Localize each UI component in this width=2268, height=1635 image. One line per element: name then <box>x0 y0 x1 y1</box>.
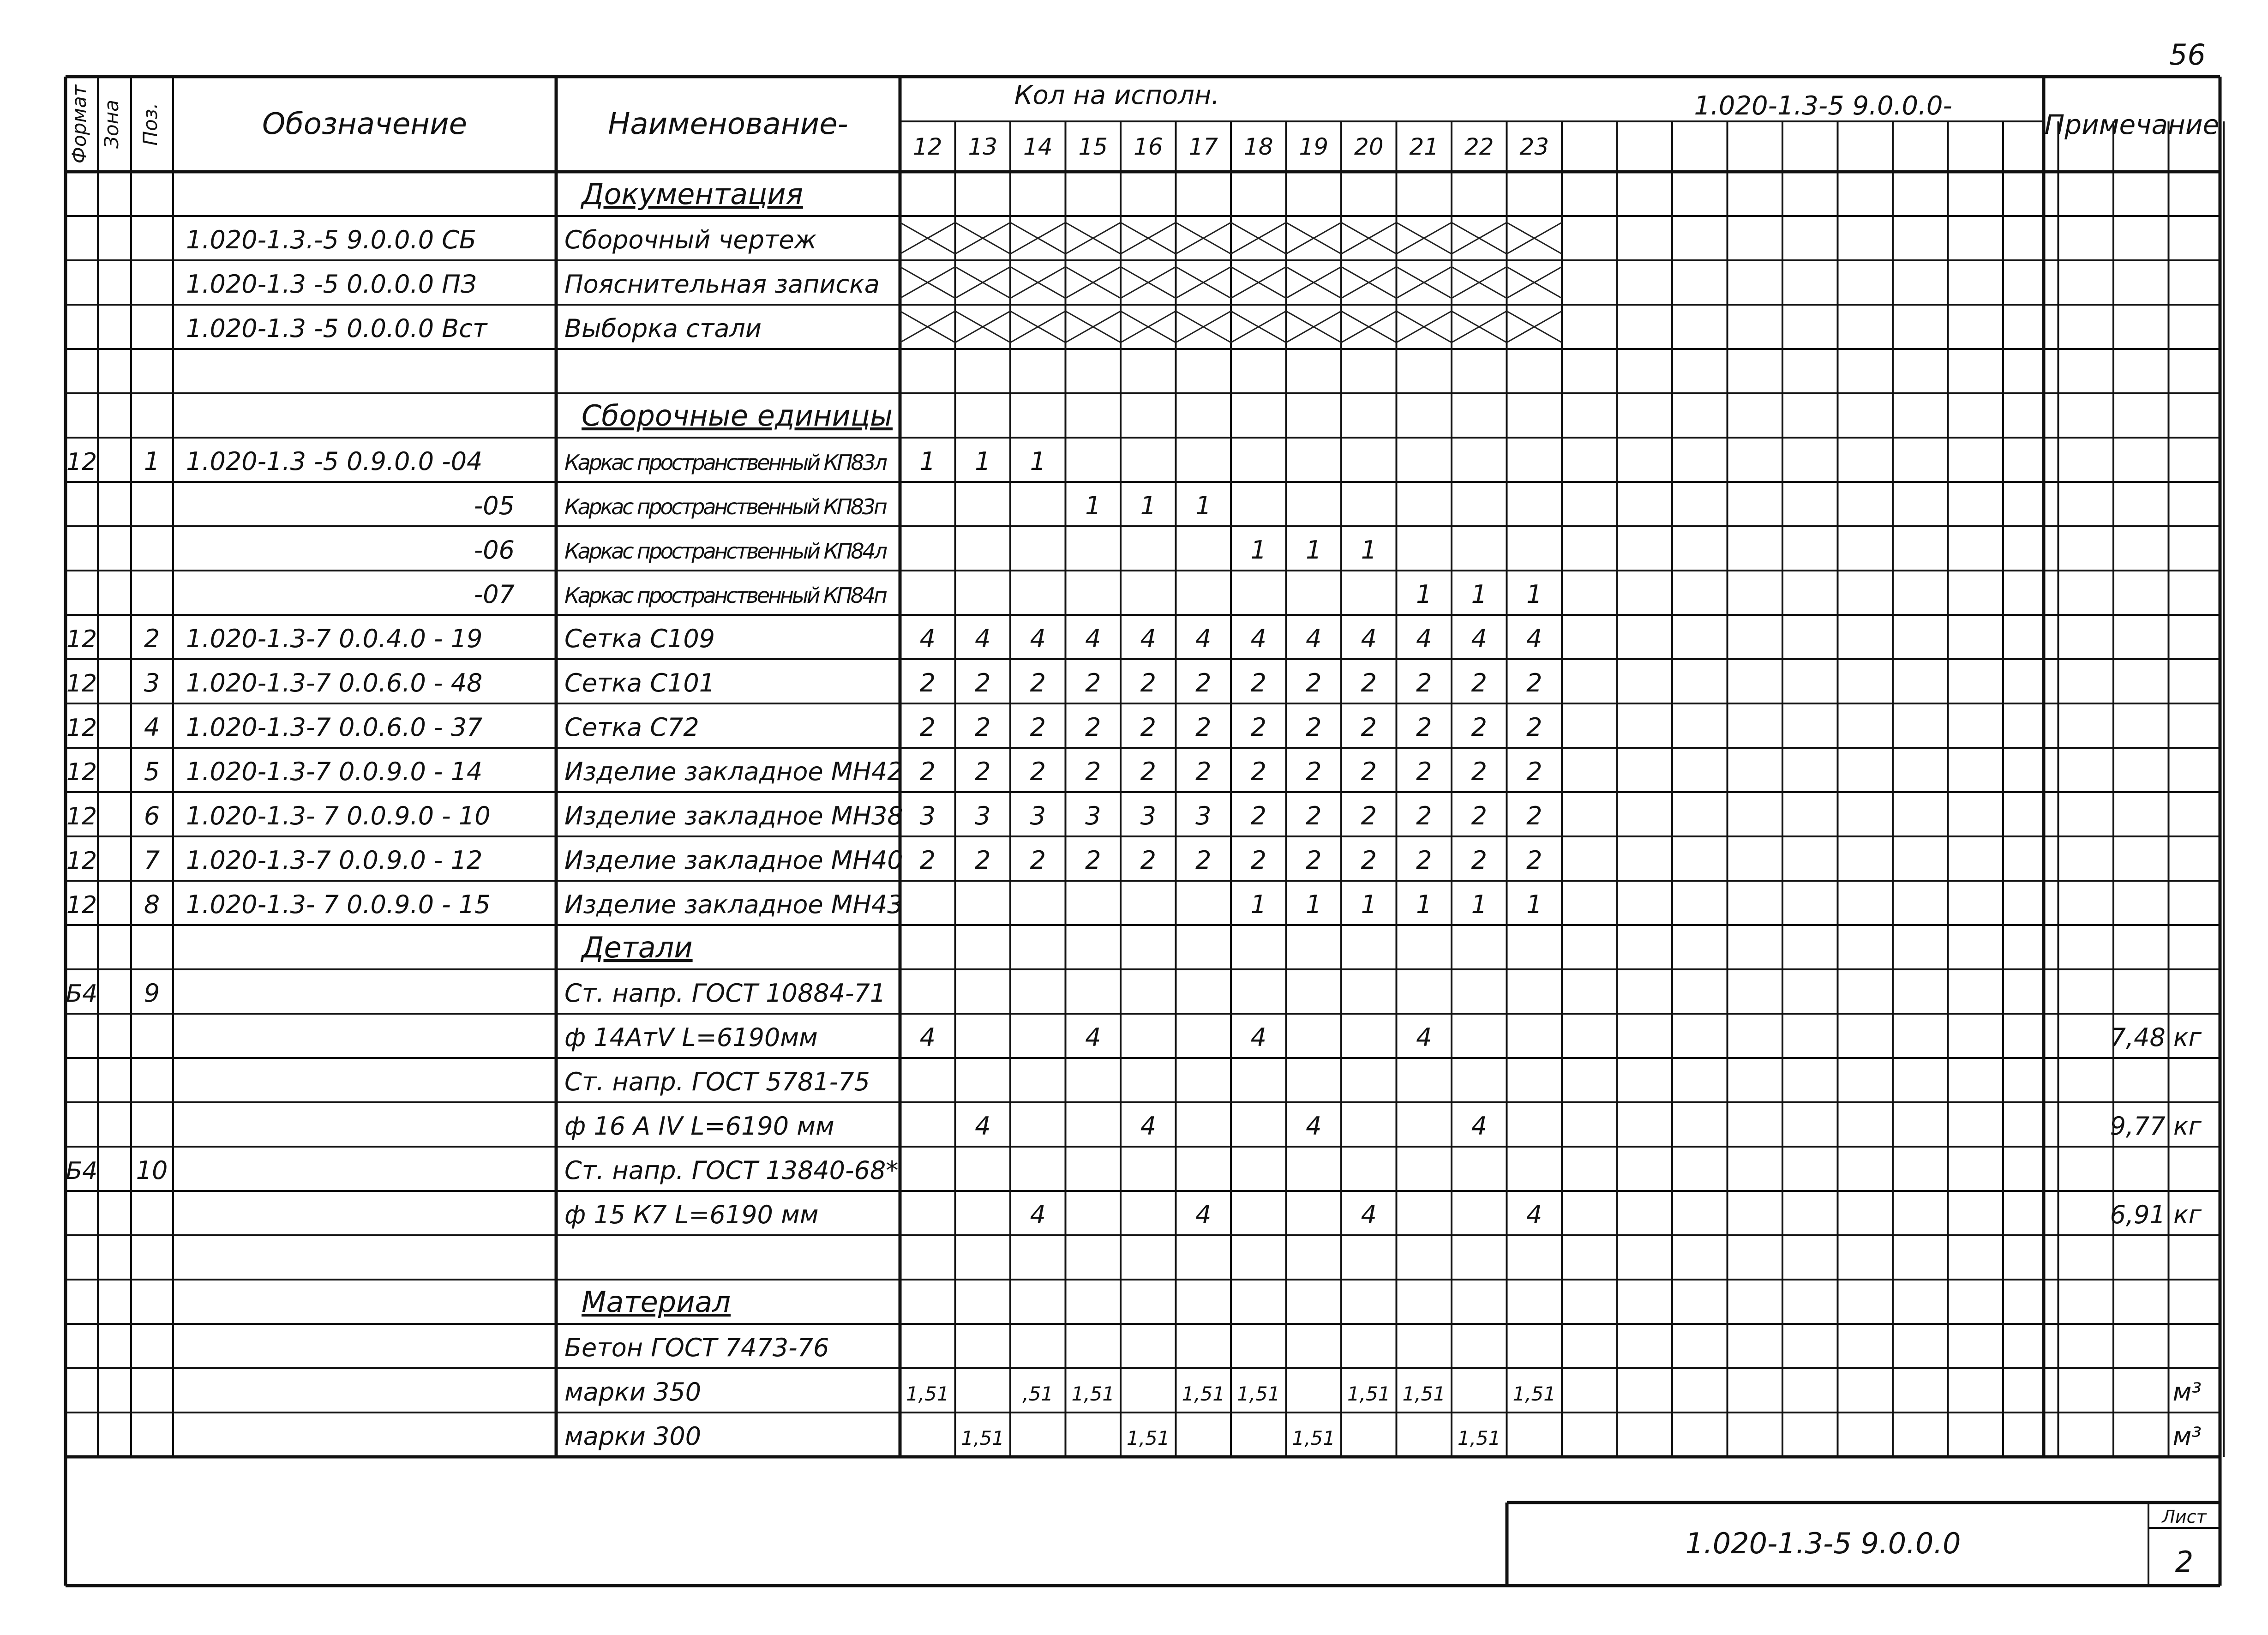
quantity-cell: 2 <box>1471 713 1487 742</box>
row-position: 4 <box>144 713 160 742</box>
variant-number: 19 <box>1299 133 1329 160</box>
row-designation: 1.020-1.3-7 0.0.9.0 - 14 <box>186 757 483 786</box>
row-position: 9 <box>144 979 160 1008</box>
quantity-cell: 1 <box>1361 890 1377 919</box>
row-name: марки 350 <box>564 1377 702 1407</box>
section-heading: Детали <box>582 931 693 964</box>
quantity-cell: 2 <box>1361 668 1377 697</box>
header-zone: Зона <box>100 100 123 149</box>
quantity-cell: 1 <box>1526 580 1542 609</box>
variant-number: 18 <box>1243 133 1273 160</box>
row-designation: 1.020-1.3 -5 0.9.0.0 -04 <box>186 447 483 476</box>
quantity-cell: 1 <box>1416 580 1432 609</box>
variant-number: 20 <box>1354 133 1384 160</box>
quantity-cell: 4 <box>1140 1112 1156 1141</box>
quantity-cell: 2 <box>1416 757 1432 786</box>
quantity-cell: 4 <box>975 624 991 653</box>
quantity-cell: 2 <box>1416 713 1432 742</box>
variant-number: 13 <box>968 133 998 160</box>
quantity-cell: 1 <box>1030 447 1046 476</box>
quantity-cell: 4 <box>1416 1023 1432 1052</box>
section-heading: Сборочные единицы <box>582 399 893 433</box>
quantity-cell: 4 <box>1250 624 1266 653</box>
quantity-cell: 2 <box>919 668 936 697</box>
header-doc-code: 1.020-1.3-5 9.0.0.0- <box>1694 91 1952 121</box>
quantity-cell: 4 <box>1526 1200 1542 1229</box>
quantity-cell: 4 <box>1526 624 1542 653</box>
row-position: 7 <box>144 846 160 875</box>
row-name: Сетка С72 <box>564 713 699 742</box>
header-format: Формат <box>68 84 90 164</box>
quantity-cell: 1,51 <box>1512 1383 1556 1405</box>
variant-number: 17 <box>1188 133 1218 160</box>
quantity-cell: 2 <box>1195 757 1212 786</box>
quantity-cell: 2 <box>1030 846 1046 875</box>
header-designation: Обозначение <box>262 107 468 141</box>
quantity-cell: 1 <box>1526 890 1542 919</box>
row-position: 6 <box>144 801 160 830</box>
quantity-cell: 4 <box>1361 624 1377 653</box>
quantity-cell: 2 <box>1416 668 1432 697</box>
quantity-cell: 2 <box>1030 757 1046 786</box>
row-name: марки 300 <box>564 1422 702 1451</box>
quantity-cell: 1,51 <box>1126 1427 1170 1449</box>
quantity-cell: ,51 <box>1022 1383 1054 1405</box>
quantity-cell: 4 <box>1195 1200 1212 1229</box>
variant-number: 22 <box>1464 133 1494 160</box>
quantity-cell: 4 <box>1085 624 1101 653</box>
row-designation: 1.020-1.3-7 0.0.6.0 - 48 <box>186 668 483 697</box>
row-name: Ст. напр. ГОСТ 5781-75 <box>564 1067 870 1096</box>
row-format: 12 <box>66 847 97 875</box>
row-note: 9,77 кг <box>2110 1112 2202 1141</box>
quantity-cell: 4 <box>1471 624 1487 653</box>
quantity-cell: 2 <box>1471 846 1487 875</box>
quantity-cell: 3 <box>975 801 991 830</box>
variant-number: 16 <box>1133 133 1163 160</box>
quantity-cell: 2 <box>1416 846 1432 875</box>
quantity-cell: 2 <box>1140 757 1156 786</box>
quantity-cell: 2 <box>919 713 936 742</box>
quantity-cell: 2 <box>1085 757 1101 786</box>
quantity-cell: 4 <box>1030 624 1046 653</box>
section-heading: Документация <box>582 177 803 211</box>
quantity-cell: 2 <box>1361 801 1377 830</box>
quantity-cell: 4 <box>1306 624 1322 653</box>
quantity-cell: 2 <box>975 757 991 786</box>
quantity-cell: 4 <box>975 1112 991 1141</box>
quantity-cell: 1,51 <box>1292 1427 1336 1449</box>
quantity-cell: 2 <box>1140 846 1156 875</box>
quantity-cell: 1,51 <box>906 1383 949 1405</box>
quantity-cell: 1 <box>975 447 991 476</box>
quantity-cell: 3 <box>1030 801 1046 830</box>
variant-number: 12 <box>912 133 942 160</box>
quantity-cell: 1 <box>1361 535 1377 565</box>
quantity-cell: 1 <box>1306 890 1322 919</box>
quantity-cell: 2 <box>1526 801 1542 830</box>
row-name: ф 14АтV L=6190мм <box>564 1023 818 1052</box>
quantity-cell: 4 <box>1030 1200 1046 1229</box>
quantity-cell: 2 <box>975 668 991 697</box>
row-format: 12 <box>66 758 97 786</box>
section-heading: Материал <box>582 1285 731 1319</box>
row-format: 12 <box>66 448 97 476</box>
quantity-cell: 2 <box>1085 846 1101 875</box>
row-format: 12 <box>66 714 97 742</box>
row-format: Б4 <box>66 1157 98 1185</box>
quantity-cell: 2 <box>1306 668 1322 697</box>
row-position: 2 <box>144 624 160 653</box>
quantity-cell: 2 <box>1361 846 1377 875</box>
quantity-cell: 4 <box>1416 624 1432 653</box>
row-name: Сетка С101 <box>564 668 715 697</box>
quantity-cell: 4 <box>1195 624 1212 653</box>
quantity-cell: 2 <box>1195 713 1212 742</box>
row-position: 8 <box>144 890 160 919</box>
row-designation: 1.020-1.3 -5 0.0.0.0 Вст <box>186 314 487 343</box>
quantity-cell: 4 <box>1306 1112 1322 1141</box>
row-designation: 1.020-1.3- 7 0.0.9.0 - 15 <box>186 890 491 919</box>
quantity-cell: 4 <box>1085 1023 1101 1052</box>
quantity-cell: 1 <box>1306 535 1322 565</box>
quantity-cell: 4 <box>1471 1112 1487 1141</box>
quantity-cell: 2 <box>1140 668 1156 697</box>
quantity-cell: 4 <box>919 624 936 653</box>
row-name: Сборочный чертеж <box>564 225 817 254</box>
row-designation: 1.020-1.3-7 0.0.9.0 - 12 <box>186 846 483 875</box>
quantity-cell: 1 <box>1471 890 1487 919</box>
quantity-cell: 2 <box>1140 713 1156 742</box>
quantity-cell: 2 <box>1195 846 1212 875</box>
quantity-cell: 2 <box>919 846 936 875</box>
row-name: Каркас пространственный КП84п <box>564 583 888 608</box>
quantity-cell: 1,51 <box>1402 1383 1446 1405</box>
quantity-cell: 2 <box>1030 713 1046 742</box>
row-name: Каркас пространственный КП83п <box>564 494 888 519</box>
quantity-cell: 1 <box>1250 890 1266 919</box>
variant-number: 23 <box>1519 133 1549 160</box>
row-designation: -07 <box>474 580 515 609</box>
header-position: Поз. <box>139 102 162 146</box>
row-name: Ст. напр. ГОСТ 10884-71 <box>564 979 886 1008</box>
quantity-cell: 2 <box>1361 757 1377 786</box>
header-note: Примечание <box>2044 109 2220 140</box>
row-note: м³ <box>2172 1422 2202 1451</box>
row-format: 12 <box>66 803 97 830</box>
quantity-cell: 2 <box>1306 801 1322 830</box>
quantity-cell: 3 <box>1195 801 1212 830</box>
quantity-cell: 2 <box>1471 757 1487 786</box>
quantity-cell: 1 <box>1140 491 1156 520</box>
row-name: Изделие закладное МН38 <box>564 801 903 830</box>
quantity-cell: 4 <box>919 1023 936 1052</box>
variant-number: 15 <box>1078 133 1108 160</box>
quantity-cell: 2 <box>1085 713 1101 742</box>
quantity-cell: 2 <box>1526 846 1542 875</box>
quantity-cell: 4 <box>1250 1023 1266 1052</box>
row-note: 6,91 кг <box>2110 1200 2202 1229</box>
row-name: Изделие закладное МН43 <box>564 890 903 919</box>
quantity-cell: 3 <box>1085 801 1101 830</box>
quantity-cell: 2 <box>1471 801 1487 830</box>
quantity-cell: 2 <box>1250 846 1266 875</box>
quantity-cell: 1,51 <box>1071 1383 1115 1405</box>
quantity-cell: 1 <box>1416 890 1432 919</box>
quantity-cell: 3 <box>1140 801 1156 830</box>
quantity-cell: 1,51 <box>961 1427 1005 1449</box>
quantity-cell: 3 <box>919 801 936 830</box>
quantity-cell: 2 <box>1416 801 1432 830</box>
quantity-cell: 2 <box>1250 668 1266 697</box>
row-name: ф 16 А IV L=6190 мм <box>564 1112 834 1141</box>
row-name: Сетка С109 <box>564 624 715 653</box>
row-format: Б4 <box>66 980 98 1008</box>
row-format: 12 <box>66 625 97 653</box>
quantity-cell: 2 <box>1306 846 1322 875</box>
quantity-cell: 1 <box>1195 491 1212 520</box>
quantity-cell: 2 <box>919 757 936 786</box>
row-note: 7,48 кг <box>2110 1023 2202 1052</box>
header-qty-label: Кол на исполн. <box>1014 80 1220 110</box>
quantity-cell: 2 <box>1195 668 1212 697</box>
quantity-cell: 1,51 <box>1347 1383 1391 1405</box>
row-designation: 1.020-1.3-7 0.0.6.0 - 37 <box>186 713 483 742</box>
row-position: 10 <box>136 1156 168 1185</box>
quantity-cell: 2 <box>975 846 991 875</box>
quantity-cell: 1,51 <box>1457 1427 1501 1449</box>
row-designation: 1.020-1.3.-5 9.0.0.0 СБ <box>186 225 476 254</box>
quantity-cell: 2 <box>1250 713 1266 742</box>
quantity-cell: 2 <box>1361 713 1377 742</box>
quantity-cell: 2 <box>1250 757 1266 786</box>
title-block-code: 1.020-1.3-5 9.0.0.0 <box>1685 1527 1961 1560</box>
quantity-cell: 2 <box>1526 713 1542 742</box>
row-designation: 1.020-1.3- 7 0.0.9.0 - 10 <box>186 801 491 830</box>
page-number: 56 <box>2169 38 2206 72</box>
row-position: 3 <box>144 668 160 697</box>
quantity-cell: 2 <box>1085 668 1101 697</box>
title-block-sheet-label: Лист <box>2162 1507 2207 1527</box>
table-grid <box>66 77 2268 1586</box>
row-name: Ст. напр. ГОСТ 13840-68* <box>564 1156 899 1185</box>
quantity-cell: 2 <box>975 713 991 742</box>
row-format: 12 <box>66 670 97 697</box>
row-designation: -05 <box>474 491 515 520</box>
quantity-cell: 2 <box>1306 757 1322 786</box>
row-designation: 1.020-1.3-7 0.0.4.0 - 19 <box>186 624 483 653</box>
quantity-cell: 2 <box>1526 757 1542 786</box>
title-block-sheet-number: 2 <box>2175 1545 2194 1579</box>
row-designation: 1.020-1.3 -5 0.0.0.0 ПЗ <box>186 270 477 299</box>
quantity-cell: 2 <box>1250 801 1266 830</box>
quantity-cell: 1,51 <box>1236 1383 1280 1405</box>
row-name: Бетон ГОСТ 7473-76 <box>564 1333 829 1362</box>
quantity-cell: 1 <box>1250 535 1266 565</box>
row-name: ф 15 К7 L=6190 мм <box>564 1200 819 1229</box>
quantity-cell: 2 <box>1030 668 1046 697</box>
quantity-cell: 1 <box>1085 491 1101 520</box>
row-name: Пояснительная записка <box>564 270 880 299</box>
quantity-cell: 4 <box>1361 1200 1377 1229</box>
row-name: Изделие закладное МН42 <box>564 757 903 786</box>
quantity-cell: 1 <box>1471 580 1487 609</box>
row-format: 12 <box>66 891 97 919</box>
row-name: Изделие закладное МН40 <box>564 846 903 875</box>
quantity-cell: 2 <box>1526 668 1542 697</box>
quantity-cell: 1 <box>919 447 936 476</box>
variant-number: 21 <box>1409 133 1439 160</box>
header-name: Наименование- <box>608 107 848 141</box>
quantity-cell: 4 <box>1140 624 1156 653</box>
row-name: Каркас пространственный КП83л <box>564 450 888 475</box>
quantity-cell: 2 <box>1306 713 1322 742</box>
row-note: м³ <box>2172 1377 2202 1407</box>
row-position: 5 <box>144 757 160 786</box>
row-name: Каркас пространственный КП84л <box>564 539 888 564</box>
row-position: 1 <box>144 447 160 476</box>
variant-number: 14 <box>1023 133 1053 160</box>
quantity-cell: 2 <box>1471 668 1487 697</box>
row-name: Выборка стали <box>564 314 762 343</box>
quantity-cell: 1,51 <box>1182 1383 1225 1405</box>
row-designation: -06 <box>474 535 515 565</box>
